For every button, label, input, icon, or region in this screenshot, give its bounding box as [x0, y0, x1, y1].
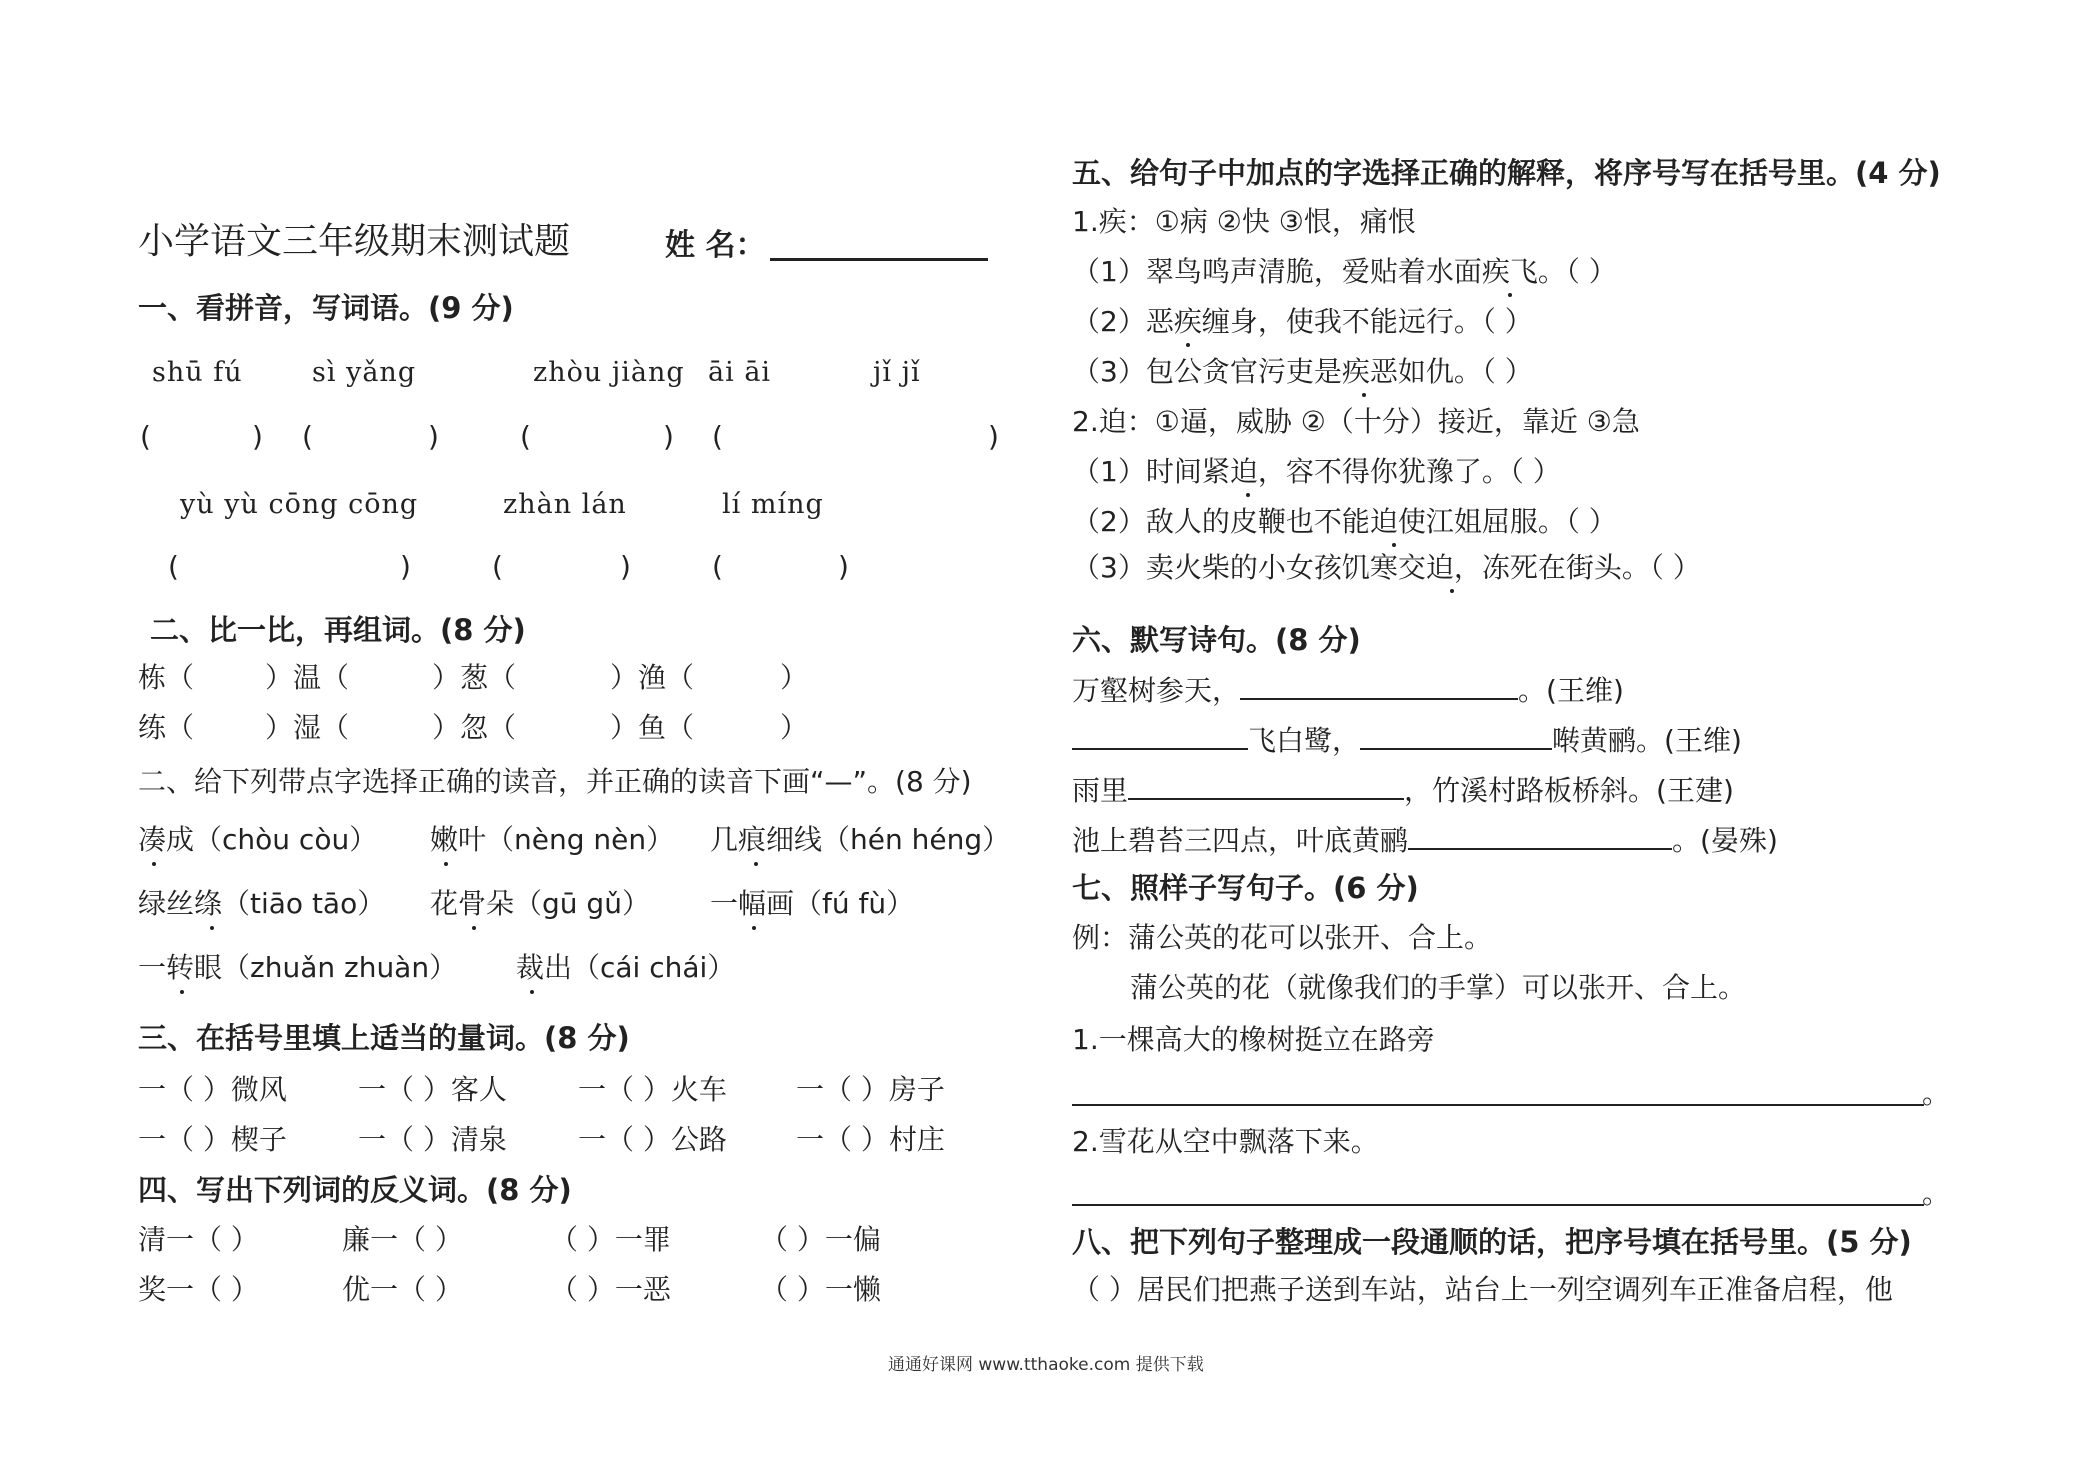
answer-bracket[interactable]: ) — [620, 550, 631, 583]
poem-line — [1072, 770, 1734, 809]
word-1-meanings: 1.疾：①病 ②快 ③恨，痛恨 — [1072, 205, 1416, 238]
compare-item: ）渔（ — [610, 661, 695, 694]
ordering-sentence: （ ）居民们把燕子送到车站，站台上一列空调列车正准备启程，他 — [1072, 1273, 1893, 1306]
poem-line — [1072, 720, 1742, 759]
antonym-item: 优一（ ） — [342, 1273, 463, 1306]
section6-heading: 六、默写诗句。(8 分) — [1072, 623, 1361, 657]
antonym-item: 清一（ ） — [138, 1223, 259, 1256]
measure-item: 一（ ）微风 — [138, 1073, 287, 1106]
compare-item: ） — [780, 661, 809, 694]
measure-item: 一（ ）楔子 — [138, 1123, 287, 1156]
section5-heading: 五、给句子中加点的字选择正确的解释，将序号写在括号里。(4 分) — [1072, 156, 1941, 190]
measure-item: 一（ ）火车 — [578, 1073, 727, 1106]
example-sentence: 例：蒲公英的花可以张开、合上。 — [1072, 921, 1493, 954]
answer-bracket[interactable]: ( — [302, 420, 313, 453]
antonym-item: 奖一（ ） — [138, 1273, 259, 1306]
section1-heading: 一、看拼音，写词语。(9 分) — [138, 291, 514, 325]
pinyin-5: jǐ jǐ — [873, 357, 921, 388]
answer-line[interactable] — [1072, 1204, 1924, 1206]
pinyin-8: lí míng — [722, 489, 824, 520]
pinyin-2: sì yǎng — [312, 357, 417, 388]
reading-item: 花骨朵（gū gǔ） — [430, 887, 650, 920]
answer-bracket[interactable]: ( — [712, 550, 723, 583]
poem-text: 啭黄鹂。(王维) — [1552, 724, 1742, 757]
answer-bracket[interactable]: ( — [140, 420, 151, 453]
antonym-item: （ ）一偏 — [760, 1223, 881, 1256]
answer-bracket[interactable]: ( — [168, 550, 179, 583]
answer-bracket[interactable]: ( — [712, 420, 723, 453]
reading-item: 绿丝绦（tiāo tāo） — [138, 887, 386, 920]
answer-bracket[interactable]: ) — [988, 420, 999, 453]
measure-item: 一（ ）村庄 — [796, 1123, 945, 1156]
footer-text: 通通好课网 www.tthaoke.com 提供下载 — [888, 1355, 1204, 1375]
word-2-meanings: 2.迫：①逼，威胁 ②（十分）接近，靠近 ③急 — [1072, 405, 1640, 438]
compare-item: 栋（ — [138, 661, 195, 694]
poem-text: 万壑树参天， — [1072, 674, 1241, 707]
compare-item: ）湿（ — [265, 711, 350, 744]
poem-text: 。(王维) — [1518, 674, 1624, 707]
reading-item: 凑成（chòu còu） — [138, 823, 378, 856]
answer-bracket[interactable]: ( — [520, 420, 531, 453]
emphasis-dot — [180, 990, 184, 994]
answer-bracket[interactable]: ) — [838, 550, 849, 583]
poem-text: 雨里 — [1072, 774, 1129, 807]
section8-heading: 八、把下列句子整理成一段通顺的话，把序号填在括号里。(5 分) — [1072, 1225, 1912, 1259]
emphasis-dot — [754, 862, 758, 866]
pinyin-3: zhòu jiàng — [533, 357, 685, 388]
emphasis-dot — [1186, 343, 1190, 347]
pinyin-4: āi āi — [708, 357, 772, 388]
poem-text: 飞白鹭， — [1248, 724, 1361, 757]
measure-item: 一（ ）客人 — [358, 1073, 507, 1106]
measure-item: 一（ ）房子 — [796, 1073, 945, 1106]
sentence-question: 1.一棵高大的橡树挺立在路旁 — [1072, 1023, 1435, 1056]
sentence-question: 2.雪花从空中飘落下来。 — [1072, 1125, 1379, 1158]
compare-item: ）忽（ — [432, 711, 517, 744]
section7-heading: 七、照样子写句子。(6 分) — [1072, 871, 1419, 905]
pinyin-7: zhàn lán — [503, 489, 627, 520]
poem-blank[interactable] — [1360, 720, 1552, 750]
poem-text: ，竹溪村路板桥斜。(王建) — [1404, 774, 1734, 807]
example-sentence: 蒲公英的花（就像我们的手掌）可以张开、合上。 — [1130, 971, 1747, 1004]
measure-item: 一（ ）公路 — [578, 1123, 727, 1156]
name-field[interactable] — [770, 258, 988, 261]
emphasis-dot — [1362, 393, 1366, 397]
emphasis-dot — [472, 926, 476, 930]
emphasis-dot — [1246, 493, 1250, 497]
emphasis-dot — [444, 862, 448, 866]
poem-line — [1072, 820, 1778, 859]
reading-item: 一转眼（zhuǎn zhuàn） — [138, 951, 458, 984]
poem-blank[interactable] — [1408, 820, 1672, 850]
poem-text: 。(晏殊) — [1672, 824, 1778, 857]
reading-item: 一幅画（fú fù） — [710, 887, 915, 920]
poem-blank[interactable] — [1072, 720, 1248, 750]
reading-item: 裁出（cái chái） — [516, 951, 736, 984]
sentence-item: （1）时间紧迫，容不得你犹豫了。（ ） — [1072, 455, 1561, 488]
poem-blank[interactable] — [1240, 670, 1518, 700]
emphasis-dot — [152, 862, 156, 866]
period-mark: 。 — [1922, 1077, 1951, 1110]
poem-text: 池上碧苔三四点，叶底黄鹂 — [1072, 824, 1409, 857]
answer-bracket[interactable]: ) — [400, 550, 411, 583]
poem-line — [1072, 670, 1624, 709]
compare-item: ）葱（ — [432, 661, 517, 694]
sentence-item: （2）恶疾缠身，使我不能远行。（ ） — [1072, 305, 1533, 338]
answer-line[interactable] — [1072, 1104, 1924, 1106]
compare-item: 练（ — [138, 711, 195, 744]
pinyin-6: yù yù cōng cōng — [180, 489, 419, 520]
measure-item: 一（ ）清泉 — [358, 1123, 507, 1156]
antonym-item: （ ）一恶 — [550, 1273, 671, 1306]
sentence-item: （1）翠鸟鸣声清脆，爱贴着水面疾飞。（ ） — [1072, 255, 1617, 288]
answer-bracket[interactable]: ) — [252, 420, 263, 453]
answer-bracket[interactable]: ( — [492, 550, 503, 583]
period-mark: 。 — [1922, 1177, 1951, 1210]
reading-item: 嫩叶（nèng nèn） — [430, 823, 675, 856]
name-label: 姓 名： — [665, 228, 766, 263]
section4-heading: 四、写出下列词的反义词。(8 分) — [138, 1173, 572, 1207]
answer-bracket[interactable]: ) — [663, 420, 674, 453]
antonym-item: （ ）一罪 — [550, 1223, 671, 1256]
compare-item: ） — [780, 711, 809, 744]
emphasis-dot — [1508, 293, 1512, 297]
emphasis-dot — [1450, 589, 1454, 593]
section2b-heading: 二、给下列带点字选择正确的读音，并正确的读音下画“—”。(8 分) — [138, 765, 972, 798]
sentence-item: （3）卖火柴的小女孩饥寒交迫，冻死在街头。（ ） — [1072, 551, 1701, 584]
sentence-item: （3）包公贪官污吏是疾恶如仇。（ ） — [1072, 355, 1533, 388]
poem-blank[interactable] — [1128, 770, 1404, 800]
page-title: 小学语文三年级期末测试题 — [138, 221, 571, 262]
answer-bracket[interactable]: ) — [428, 420, 439, 453]
reading-item: 几痕细线（hén héng） — [710, 823, 1011, 856]
antonym-item: 廉一（ ） — [342, 1223, 463, 1256]
antonym-item: （ ）一懒 — [760, 1273, 881, 1306]
section3-heading: 三、在括号里填上适当的量词。(8 分) — [138, 1021, 630, 1055]
compare-item: ）鱼（ — [610, 711, 695, 744]
emphasis-dot — [210, 926, 214, 930]
section2-heading: 二、比一比，再组词。(8 分) — [150, 613, 526, 647]
emphasis-dot — [530, 990, 534, 994]
compare-item: ）温（ — [265, 661, 350, 694]
sentence-item: （2）敌人的皮鞭也不能迫使江姐屈服。（ ） — [1072, 505, 1617, 538]
pinyin-1: shū fú — [152, 357, 243, 388]
emphasis-dot — [1392, 543, 1396, 547]
emphasis-dot — [752, 926, 756, 930]
